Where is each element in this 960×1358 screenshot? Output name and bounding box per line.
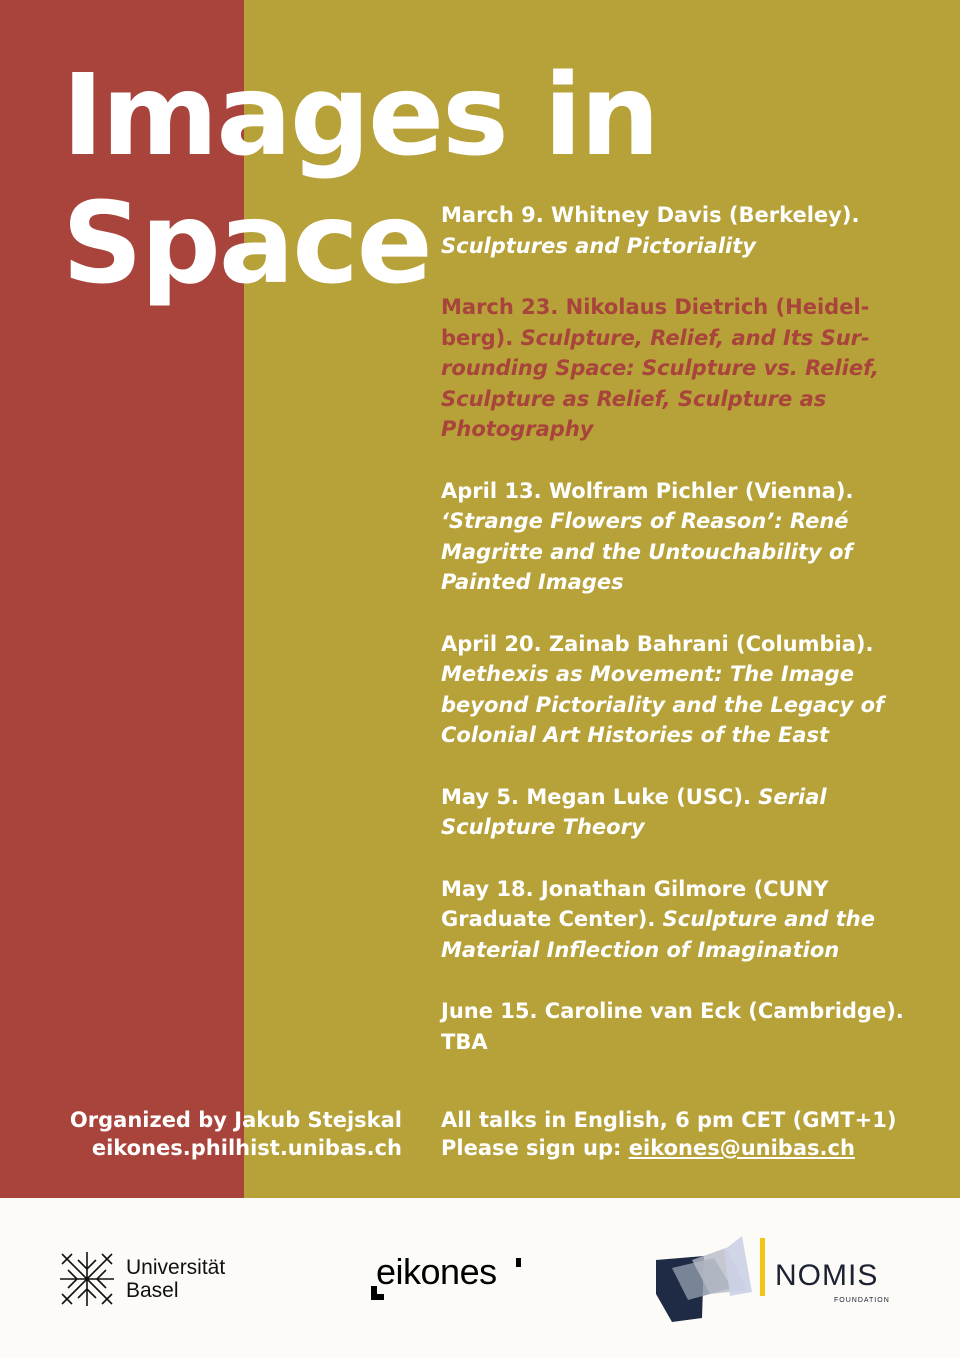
nomis-foundation-label: FOUNDATION <box>834 1297 890 1304</box>
event-speaker: April 13. Wolfram Pichler (Vienna). <box>441 478 854 503</box>
title-line-2: Space <box>62 179 431 309</box>
organizer-block <box>70 1106 402 1162</box>
event-item <box>441 200 911 261</box>
event-item <box>441 996 911 1057</box>
talk-language-time: All talks in English, 6 pm CET (GMT+1) <box>441 1108 897 1132</box>
event-speaker: May 18. Jonathan Gilmore (CUNY Graduate Center). <box>441 876 829 931</box>
event-item <box>441 874 911 966</box>
nomis-wordmark: NOMIS <box>775 1259 879 1292</box>
university-basel-line-2: Basel <box>126 1279 179 1302</box>
nomis-foundation-logo <box>652 1230 902 1326</box>
event-item <box>441 782 911 843</box>
signup-email-link[interactable]: eikones@unibas.ch <box>628 1136 855 1160</box>
event-speaker: May 5. Megan Luke (USC). <box>441 784 759 809</box>
organizer-website[interactable]: eikones.philhist.unibas.ch <box>91 1136 402 1160</box>
event-talk-title: ‘Strange Flowers of Reason’: René Magritte and the Untouchability of Painted Images <box>441 509 853 594</box>
event-speaker: March 23. Nikolaus Dietrich (Heidel- berg). <box>441 295 870 350</box>
event-talk-title: Serial Sculpture Theory <box>441 784 827 839</box>
title-line-1: Images in <box>62 51 658 181</box>
event-talk-title: Sculpture and the Material Inflection of Imagination <box>441 907 875 962</box>
event-speaker: June 15. Caroline van Eck (Cambridge). <box>441 999 904 1023</box>
organizer-name: Organized by Jakub Stejskal <box>69 1108 402 1132</box>
university-basel-logo <box>58 1250 225 1308</box>
event-talk-title: Sculpture, Relief, and Its Sur- rounding Space: Sculpture vs. Relief, Sculpture as Relief, Sculpture as Photography <box>441 325 880 441</box>
university-basel-wordmark <box>126 1256 225 1302</box>
signup-label: Please sign up: <box>441 1136 629 1160</box>
event-item-highlighted <box>441 292 911 445</box>
event-speaker: March 9. Whitney Davis (Berkeley). <box>441 203 860 227</box>
nomis-shapes-icon <box>652 1230 772 1326</box>
university-basel-emblem-icon <box>58 1250 116 1308</box>
eikones-wordmark: eikones <box>376 1251 497 1292</box>
university-basel-line-1: Universität <box>126 1256 226 1279</box>
eikones-logo <box>370 1252 530 1304</box>
eikones-bracket-icon <box>370 1252 530 1304</box>
event-talk-title: TBA <box>441 1029 488 1054</box>
event-talk-title: Methexis as Movement: The Image beyond Pictoriality and the Legacy of Colonial Art Histories of the East <box>441 662 885 747</box>
event-speaker: April 20. Zainab Bahrani (Columbia). <box>441 631 874 656</box>
event-talk-title: Sculptures and Pictoriality <box>441 233 756 258</box>
event-item <box>441 476 911 598</box>
event-list <box>441 200 911 1088</box>
talk-info-block <box>441 1106 896 1162</box>
signup-line <box>441 1134 896 1162</box>
event-item <box>441 629 911 751</box>
